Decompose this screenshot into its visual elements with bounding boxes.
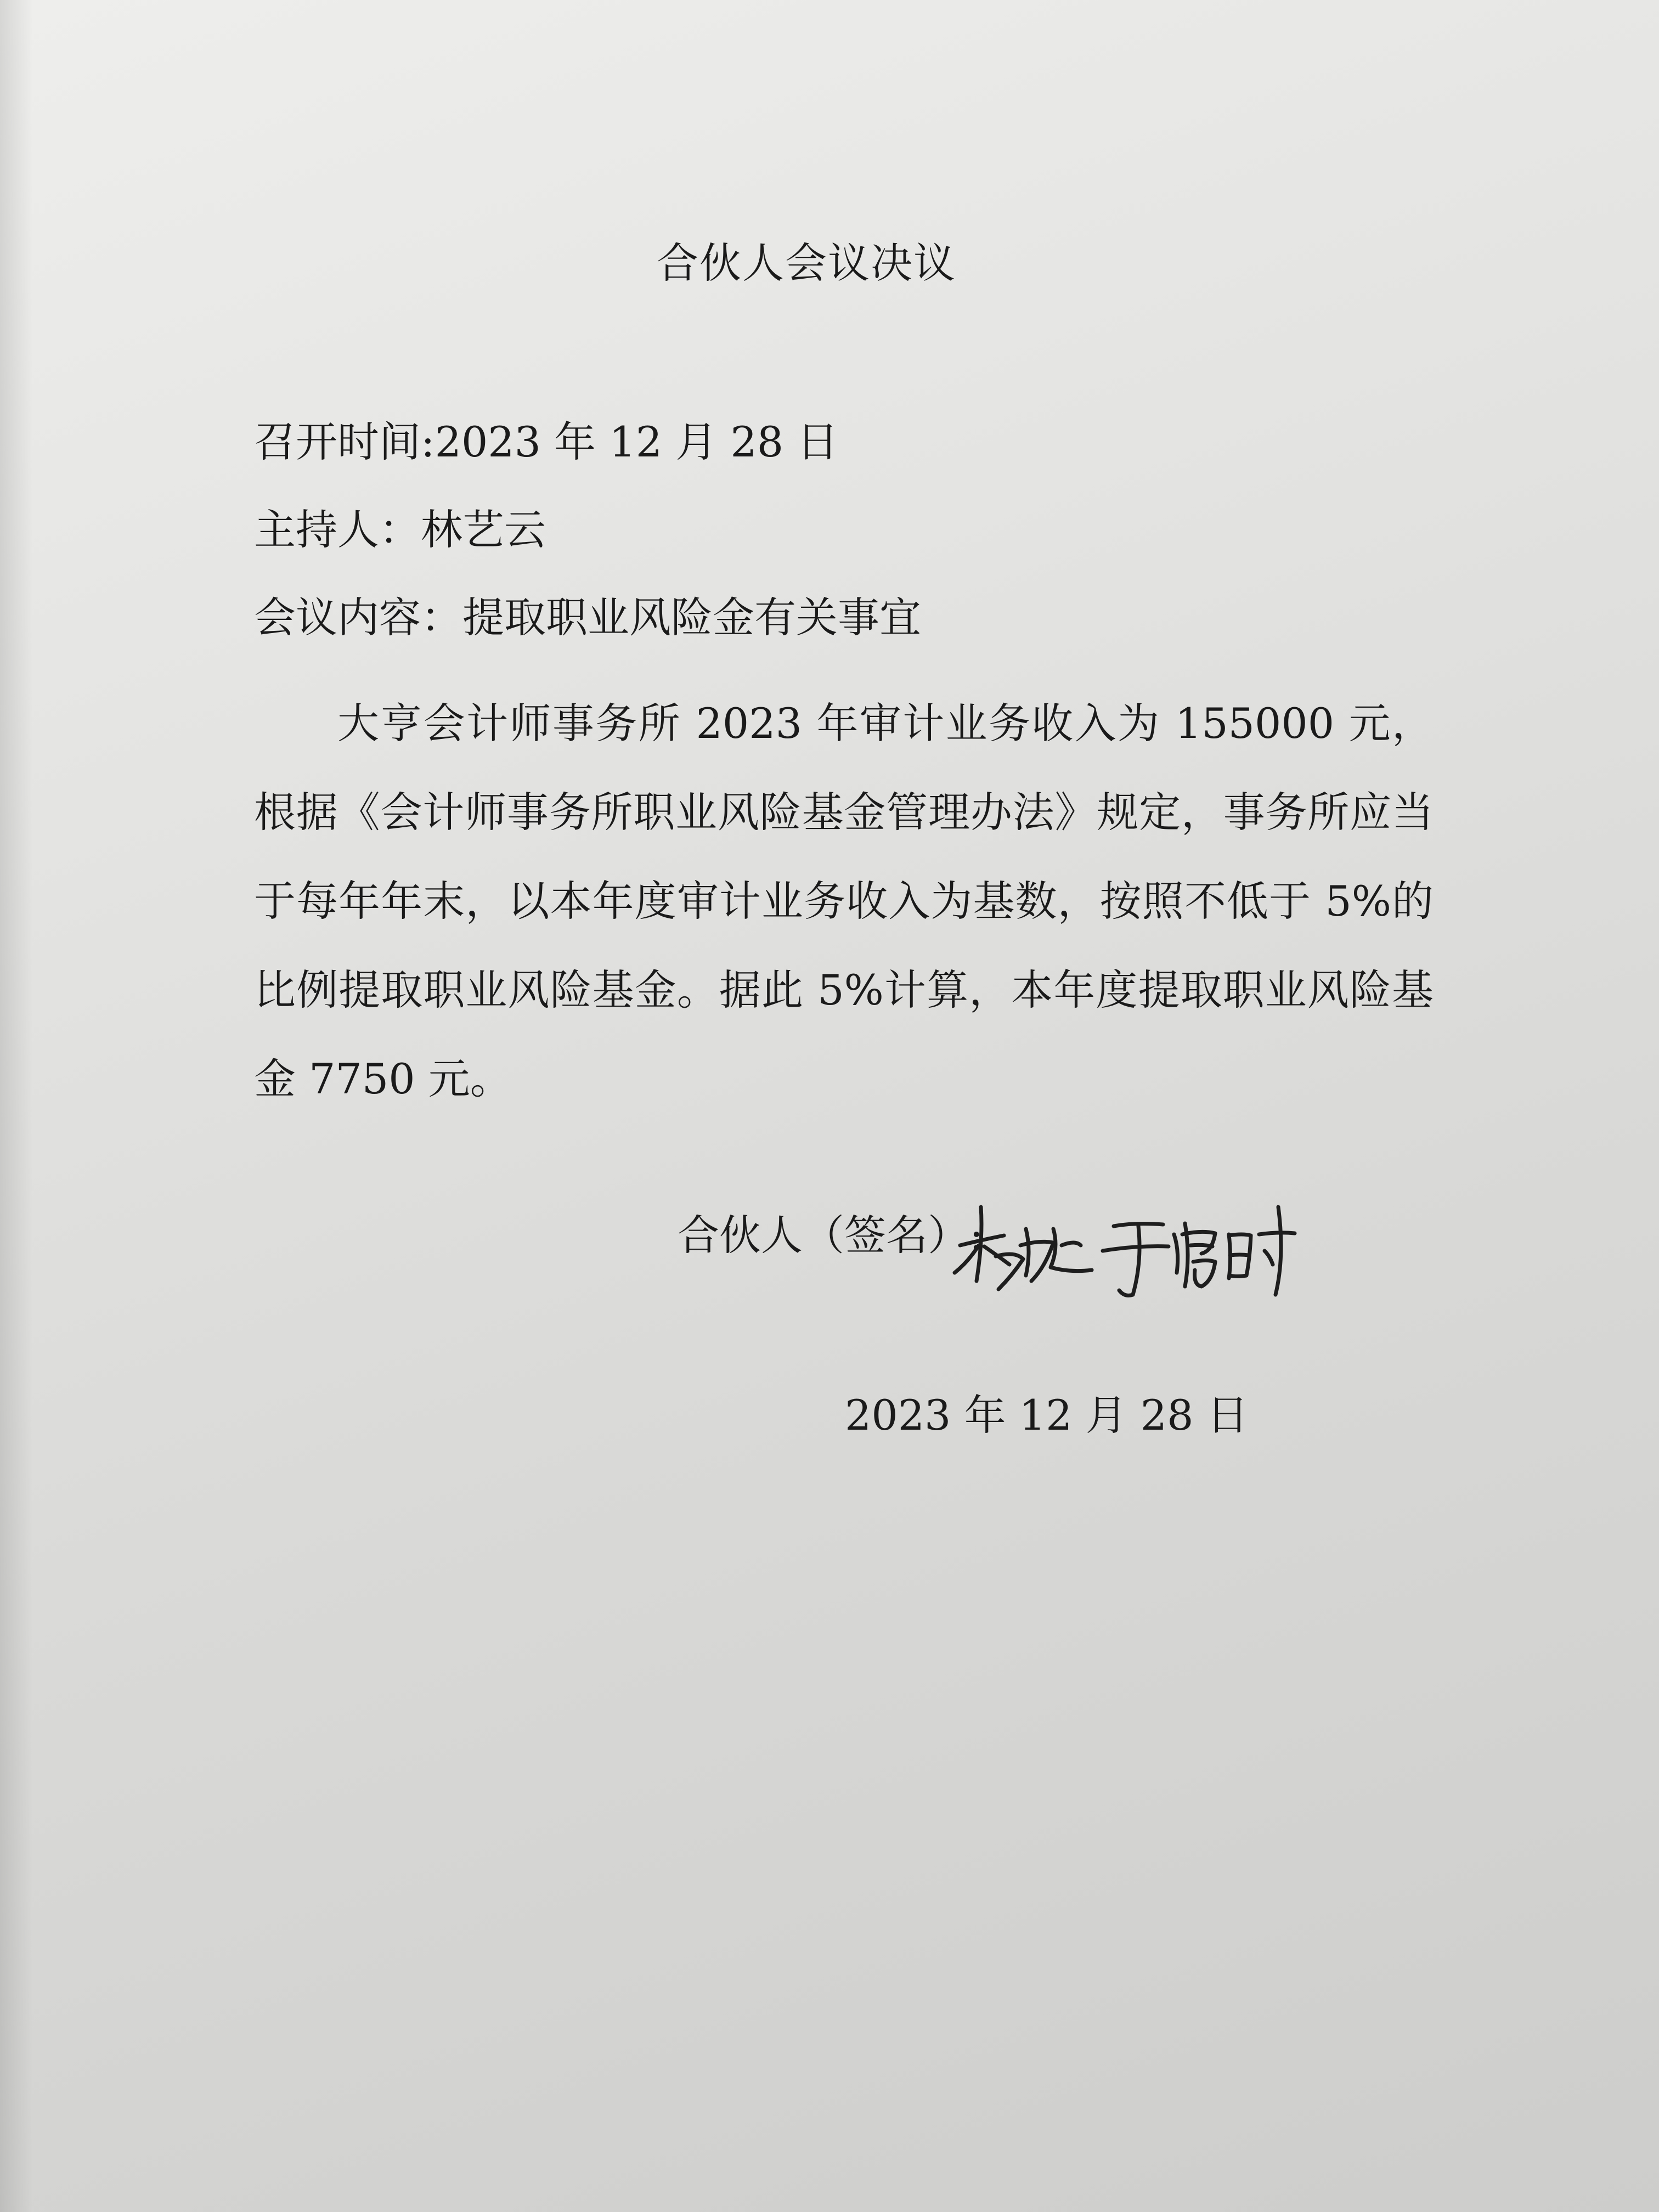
document-title: 合伙人会议决议	[657, 239, 956, 287]
partner-signatures	[944, 1163, 1300, 1306]
signature-label: 合伙人（签名）:	[678, 1211, 984, 1260]
meeting-host: 主持人：林艺云	[254, 505, 546, 554]
resolution-body: 大亨会计师事务所 2023 年审计业务收入为 155000 元，根据《会计师事务所职业风险基金管理办法》规定，事务所应当于每年年末，以本年度审计业务收入为基数，按照不低于 5%的比例提取职业风险基金。据此 5%计算，本年度提取职业风险基金 7750 元。	[254, 699, 1434, 1103]
meeting-agenda: 会议内容：提取职业风险金有关事宜	[254, 593, 921, 642]
meeting-time: 召开时间:2023 年 12 月 28 日	[254, 417, 839, 466]
handwritten-signature	[944, 1163, 1300, 1306]
page-edge-shadow	[0, 0, 33, 2212]
signing-date: 2023 年 12 月 28 日	[845, 1391, 1249, 1440]
